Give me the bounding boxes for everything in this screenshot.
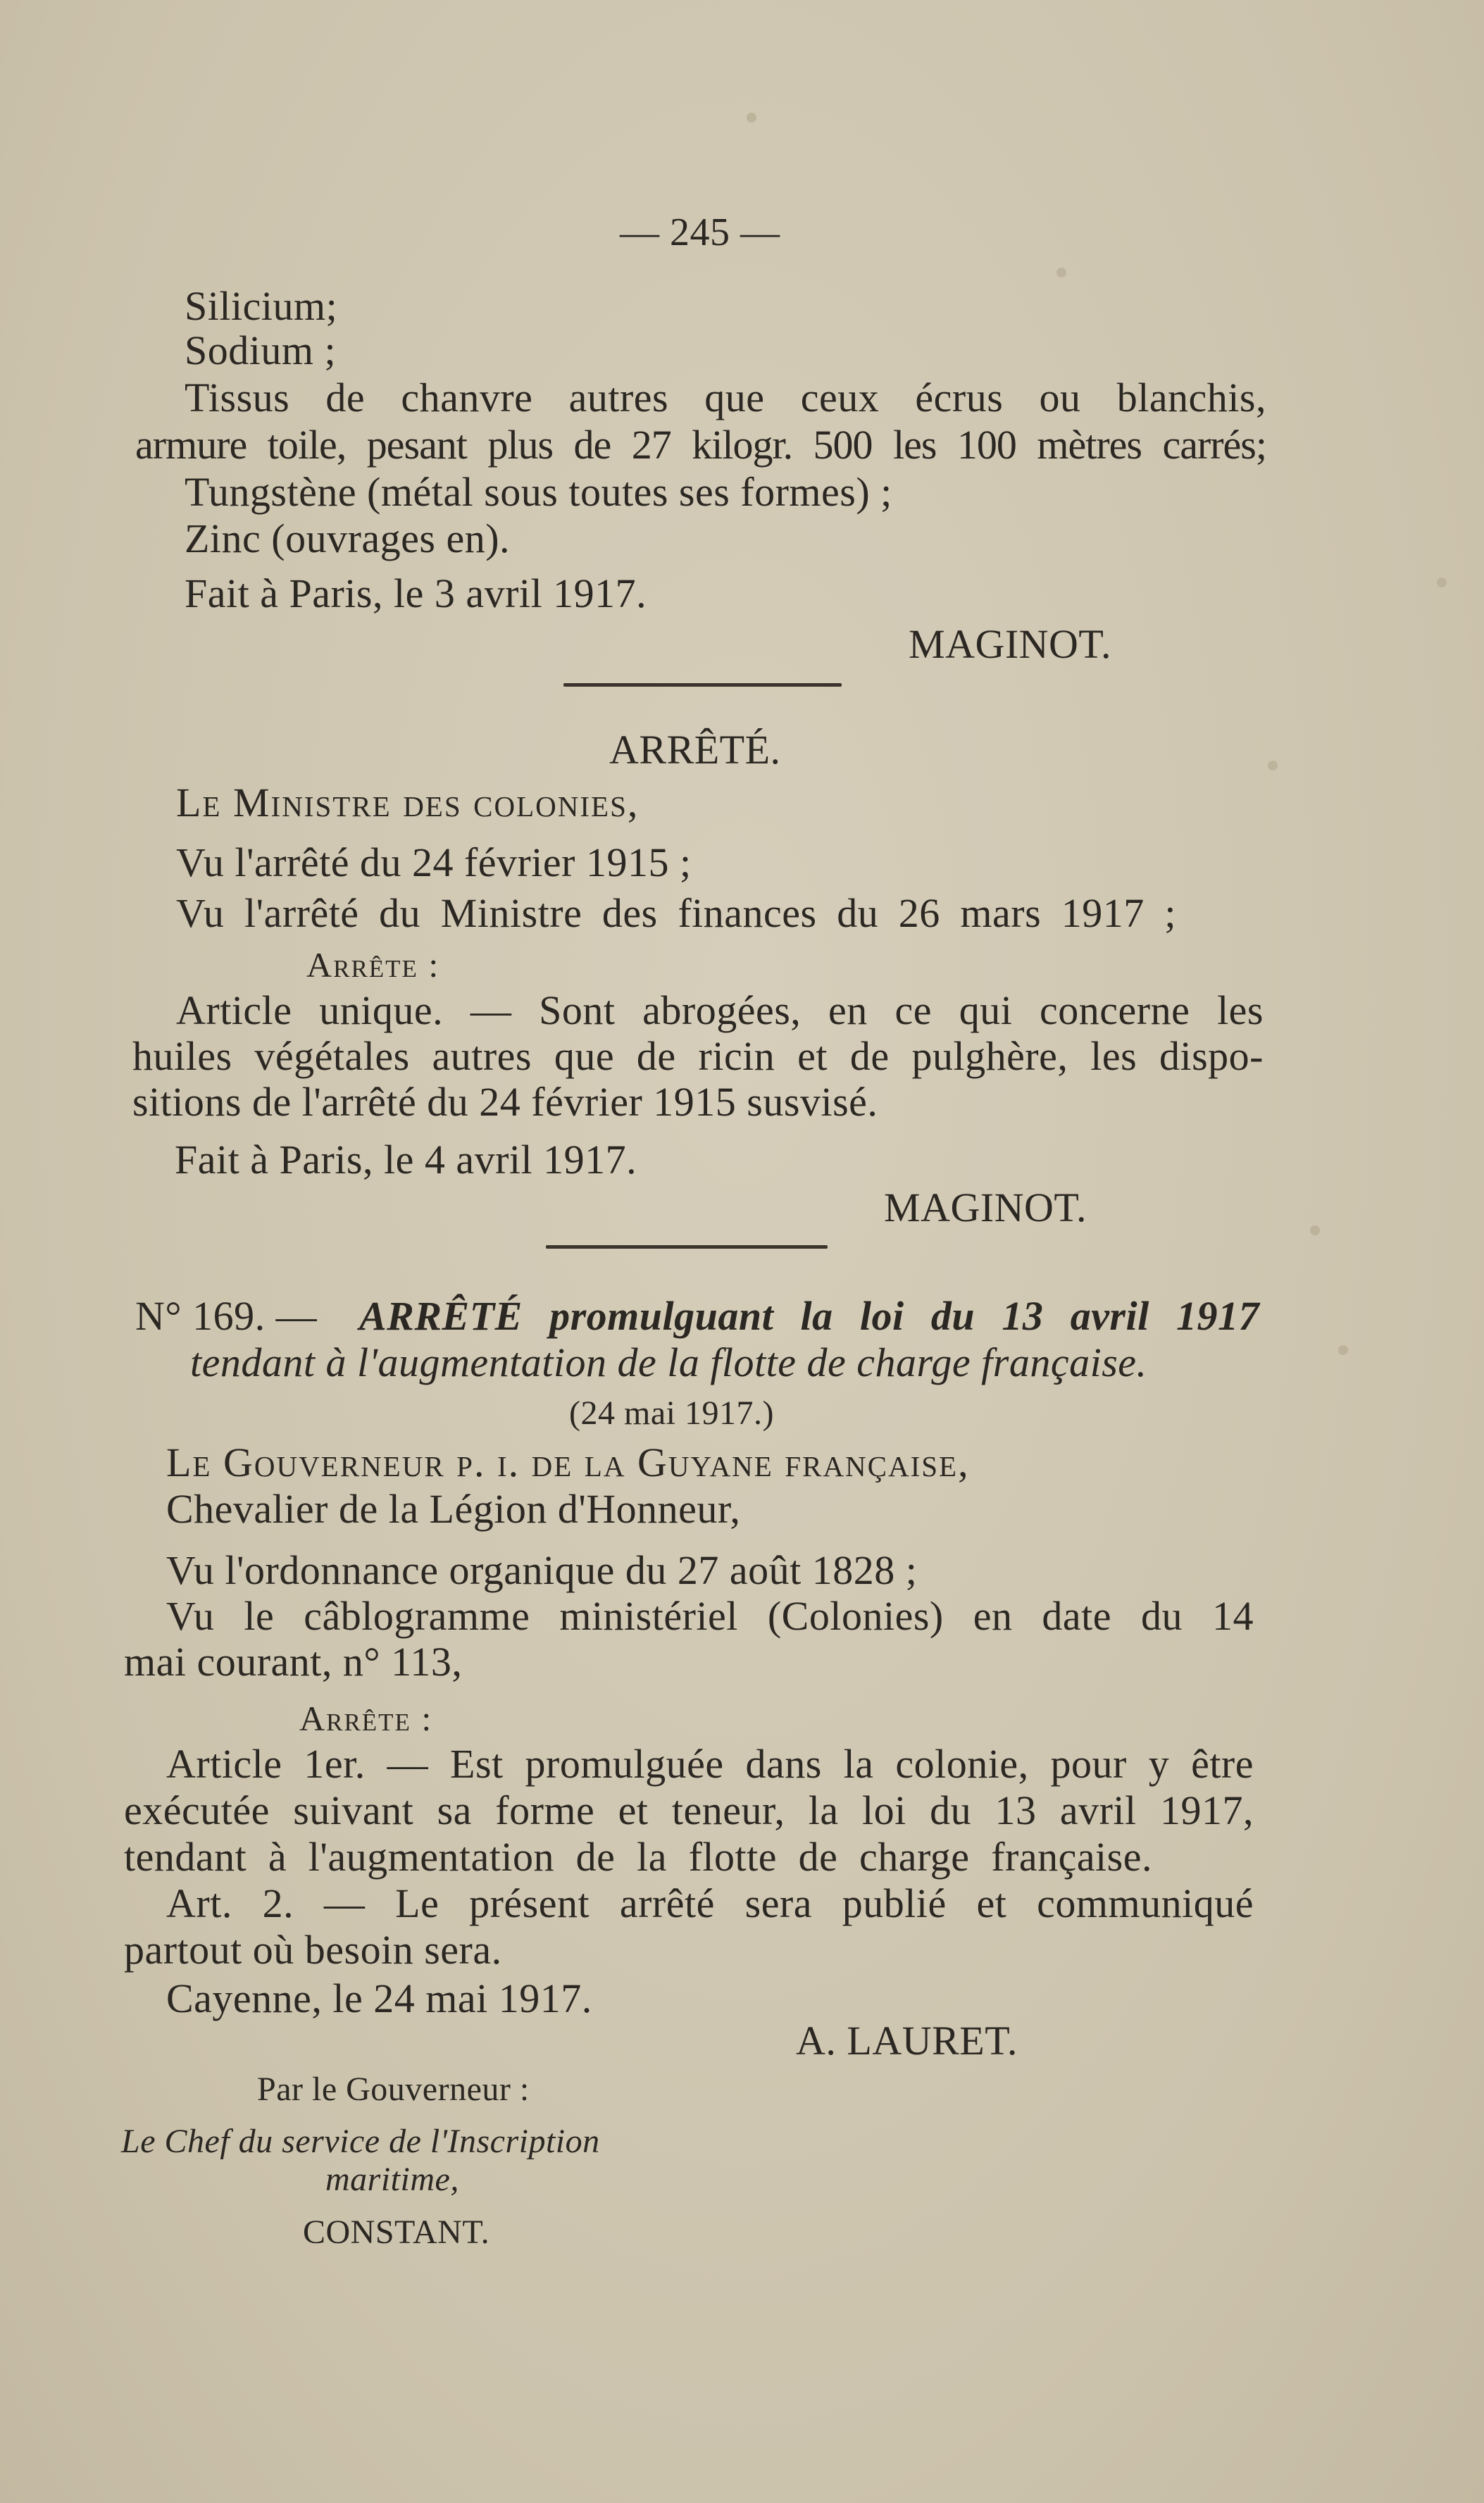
paper-speck — [1056, 268, 1066, 277]
chevalier-line: Chevalier de la Légion d'Honneur, — [166, 1486, 741, 1532]
date-line: Fait à Paris, le 4 avril 1917. — [175, 1137, 637, 1182]
arrete-label: Arrête : — [306, 945, 440, 985]
article-text: sitions de l'arrêté du 24 février 1915 susvisé. — [132, 1079, 878, 1125]
list-item: Sodium ; — [185, 327, 337, 373]
chef-name: CONSTANT. — [303, 2214, 490, 2251]
governor-text: Le Gouverneur p. i. de la Guyane française, — [166, 1440, 970, 1485]
article-text: Art. 2. — Le présent arrêté sera publié et communiqué — [166, 1880, 1254, 1926]
article-text: tendant à l'augmentation de la flotte de charge française. — [124, 1834, 1152, 1880]
article-text: huiles végétales autres que de ricin et de pulghère, les dispo- — [132, 1033, 1264, 1079]
vu-line: mai courant, n° 113, — [124, 1639, 463, 1685]
divider — [563, 683, 842, 687]
vu-line: Vu l'ordonnance organique du 27 août 1828 ; — [166, 1547, 918, 1593]
date-line: Fait à Paris, le 3 avril 1917. — [185, 570, 647, 616]
list-item: armure toile, pesant plus de 27 kilogr. 500 les 100 mètres carrés; — [135, 422, 1266, 468]
paper-speck — [1338, 1345, 1348, 1355]
governor-line — [166, 1438, 970, 1487]
decree-title: ARRÊTÉ promulguant la loi du 13 avril 1917 — [359, 1293, 1259, 1339]
signature: A. LAURET. — [796, 2018, 1018, 2064]
article-text: Article 1er. — Est promulguée dans la colonie, pour y être — [166, 1741, 1254, 1787]
paper-speck — [1437, 578, 1447, 587]
decree-title: tendant à l'augmentation de la flotte de charge française. — [190, 1340, 1147, 1385]
article-text: partout où besoin sera. — [124, 1927, 502, 1973]
minister-line: Le Ministre des colonies, — [176, 780, 640, 825]
list-item: Tungstène (métal sous toutes ses formes) ; — [185, 469, 892, 515]
article-text: exécutée suivant sa forme et teneur, la loi du 13 avril 1917, — [124, 1787, 1254, 1833]
vu-line: Vu le câblogramme ministériel (Colonies) en date du 14 — [166, 1593, 1254, 1639]
arrete-label: Arrête : — [299, 1699, 433, 1738]
par-line: Par le Gouverneur : — [257, 2071, 530, 2108]
divider — [546, 1245, 828, 1249]
decree-number: N° 169. — — [135, 1293, 318, 1339]
decree-date: (24 mai 1917.) — [569, 1394, 774, 1432]
chef-line: Le Chef du service de l'Inscription — [121, 2123, 600, 2160]
vu-line: Vu l'arrêté du 24 février 1915 ; — [176, 839, 692, 885]
paper-speck — [1310, 1225, 1320, 1235]
date-line: Cayenne, le 24 mai 1917. — [166, 1975, 592, 2021]
signature: MAGINOT. — [909, 621, 1112, 667]
vu-line: Vu l'arrêté du Ministre des finances du 26 mars 1917 ; — [176, 890, 1176, 936]
paper-speck — [747, 113, 756, 123]
page-number: — 245 — — [620, 211, 780, 254]
list-item: Tissus de chanvre autres que ceux écrus ou blanchis, — [185, 375, 1266, 420]
list-item: Zinc (ouvrages en). — [185, 516, 511, 561]
article-text: Article unique. — Sont abrogées, en ce qui concerne les — [176, 987, 1264, 1033]
chef-line: maritime, — [325, 2161, 459, 2198]
paper-speck — [1268, 761, 1278, 770]
list-item: Silicium; — [185, 283, 338, 329]
section-heading: ARRÊTÉ. — [609, 727, 781, 773]
signature: MAGINOT. — [884, 1185, 1087, 1230]
